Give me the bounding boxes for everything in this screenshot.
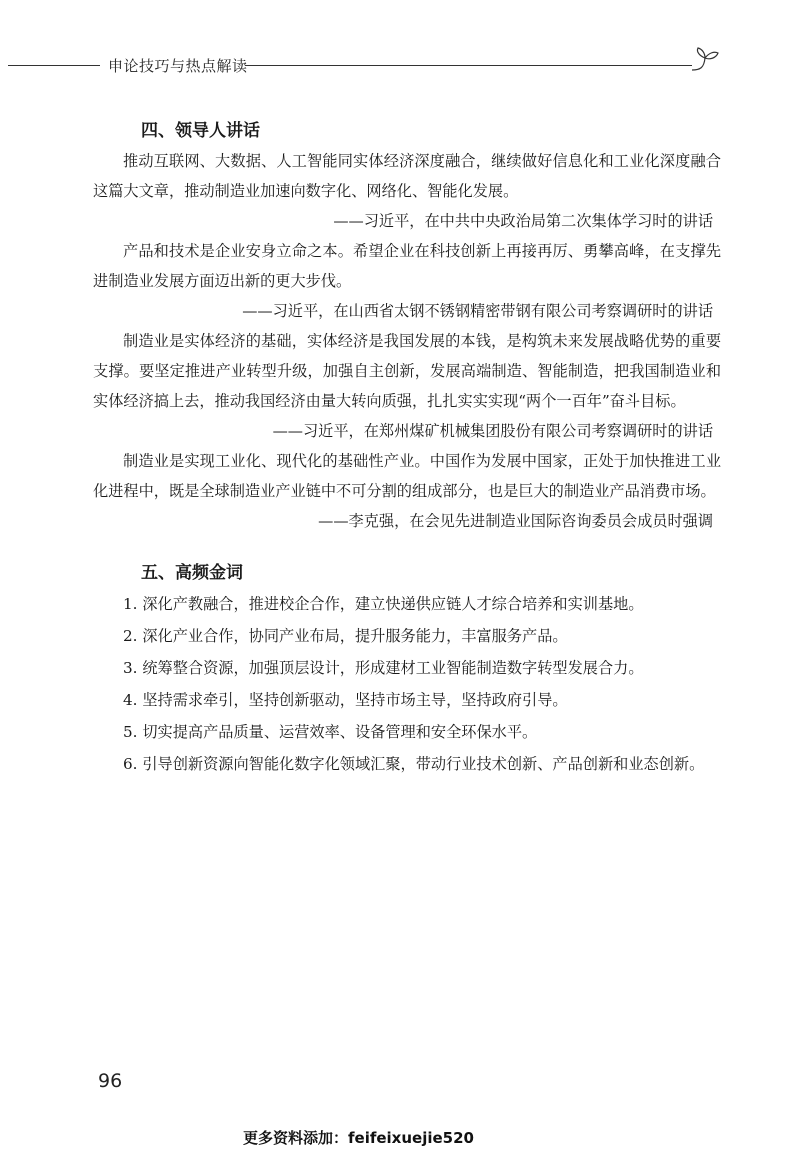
list-item: 3. 统筹整合资源，加强顶层设计，形成建材工业智能制造数字转型发展合力。 [123,659,644,677]
list-item: 1. 深化产教融合，推进校企合作，建立快递供应链人才综合培养和实训基地。 [123,595,644,613]
quote-source: ——习近平，在郑州煤矿机械集团股份有限公司考察调研时的讲话 [272,422,713,440]
quote-paragraph: 制造业是实体经济的基础，实体经济是我国发展的本钱，是构筑未来发展战略优势的重要支撑。要坚定推进产业转型升级，加强自主创新，发展高端制造、智能制造，把我国制造业和实体经济搞上去，推动我国经济由量大转向质强，扎扎实实实现“两个一百年”奋斗目标。 [93,332,721,410]
list-item: 2. 深化产业合作，协同产业布局，提升服务能力，丰富服务产品。 [123,627,568,645]
quote-source: ——习近平，在山西省太钢不锈钢精密带钢有限公司考察调研时的讲话 [242,302,713,320]
header-title: 申论技巧与热点解读 [108,57,248,75]
footer-note: 更多资料添加：feifeixuejie520 [243,1129,474,1147]
sprout-icon [690,44,720,74]
quote-source: ——习近平，在中共中央政治局第二次集体学习时的讲话 [333,212,713,230]
section-title: 五、高频金词 [141,563,243,583]
section-key-phrases [93,558,721,780]
list-item: 5. 切实提高产品质量、运营效率、设备管理和安全环保水平。 [123,723,538,741]
list-item: 6. 引导创新资源向智能化数字化领域汇聚，带动行业技术创新、产品创新和业态创新。 [123,755,705,773]
header-rule-right [245,65,692,66]
list-item: 4. 坚持需求牵引，坚持创新驱动，坚持市场主导，坚持政府引导。 [123,691,568,709]
section-leader-speeches [93,116,721,536]
page-content [93,116,721,780]
page-number: 96 [98,1070,123,1092]
running-header [0,44,800,84]
quote-paragraph: 制造业是实现工业化、现代化的基础性产业。中国作为发展中国家，正处于加快推进工业化进程中，既是全球制造业产业链中不可分割的组成部分，也是巨大的制造业产品消费市场。 [93,452,721,500]
section-title: 四、领导人讲话 [141,121,260,141]
quote-paragraph: 推动互联网、大数据、人工智能同实体经济深度融合，继续做好信息化和工业化深度融合这篇大文章，推动制造业加速向数字化、网络化、智能化发展。 [93,152,721,200]
header-rule-left [8,65,100,66]
quote-paragraph: 产品和技术是企业安身立命之本。希望企业在科技创新上再接再厉、勇攀高峰，在支撑先进制造业发展方面迈出新的更大步伐。 [93,242,721,290]
quote-source: ——李克强，在会见先进制造业国际咨询委员会成员时强调 [318,512,713,530]
